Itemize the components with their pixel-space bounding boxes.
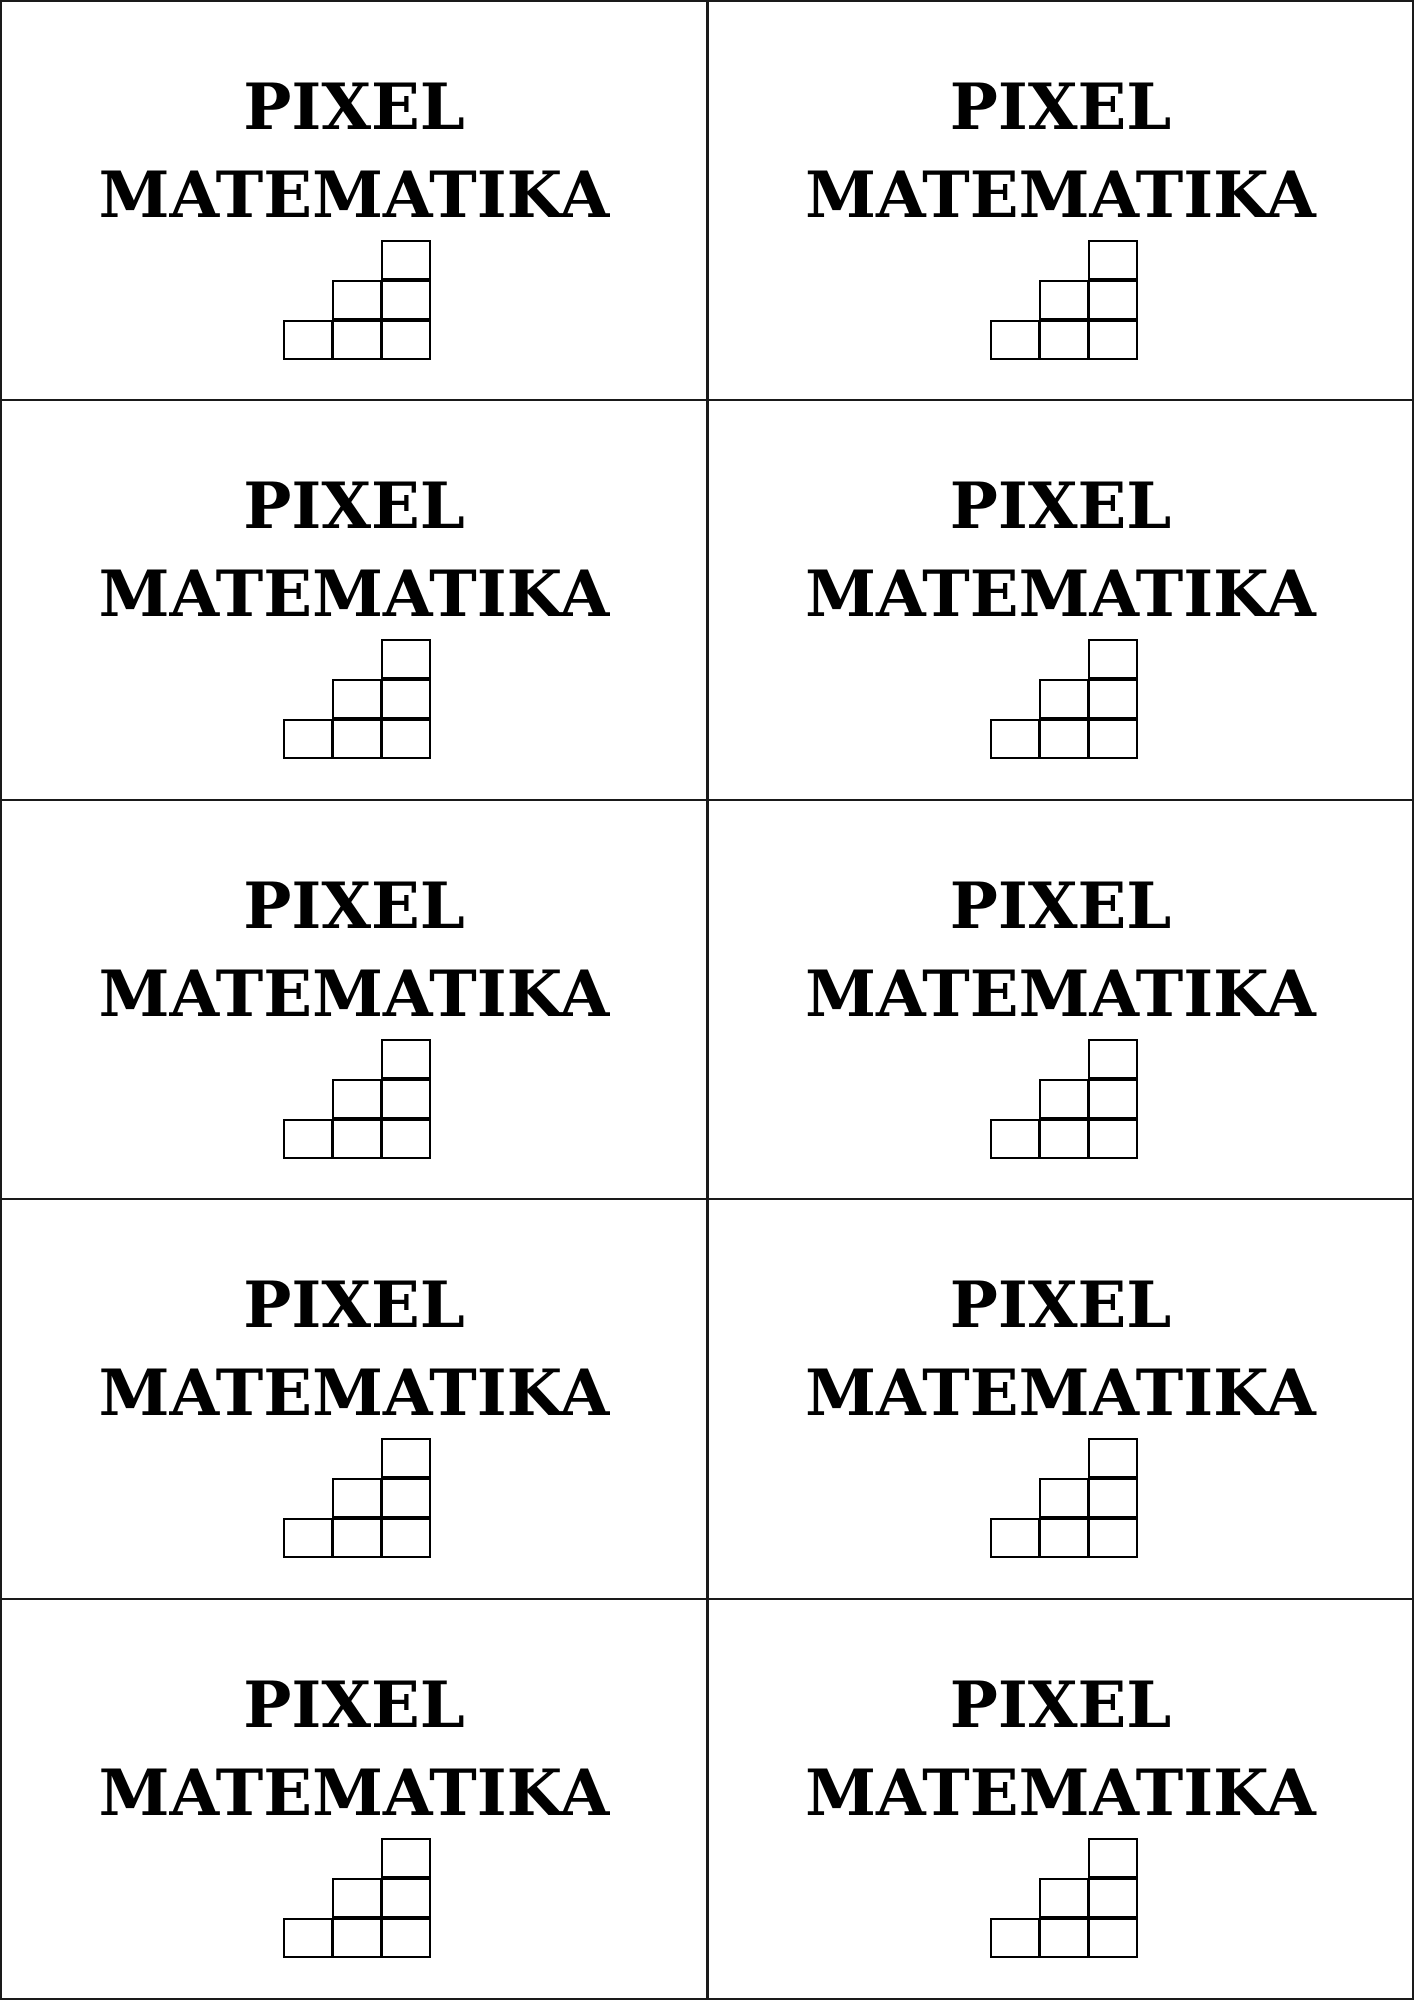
card-title-line2: MATEMATIKA (805, 1756, 1316, 1831)
card-title-line1: PIXEL (949, 1668, 1172, 1743)
logo-block (382, 1519, 430, 1557)
logo-block (333, 1479, 381, 1517)
logo-block (284, 1519, 332, 1557)
logo-block (333, 1120, 381, 1158)
logo-block (1040, 321, 1088, 359)
card-title (709, 463, 1412, 639)
card-title-line2: MATEMATIKA (805, 1356, 1316, 1431)
card-title (2, 64, 706, 240)
logo-block (382, 1919, 430, 1957)
logo-block (382, 1040, 430, 1078)
logo-block (382, 281, 430, 319)
card-title (2, 1262, 706, 1438)
logo-block (333, 1519, 381, 1557)
logo-block (1040, 1479, 1088, 1517)
card-title-line2: MATEMATIKA (98, 158, 610, 233)
logo-block (284, 321, 332, 359)
logo-block (382, 1879, 430, 1917)
logo-block (1089, 281, 1137, 319)
card-title-line1: PIXEL (243, 70, 465, 145)
card-title (709, 863, 1412, 1039)
name-card (707, 0, 1414, 402)
card-title-line2: MATEMATIKA (805, 158, 1316, 233)
logo-block (1040, 720, 1088, 758)
logo-block (1089, 720, 1137, 758)
logo-block (333, 1879, 381, 1917)
logo-block (1089, 1040, 1137, 1078)
card-title-line1: PIXEL (243, 869, 465, 944)
card-title-line2: MATEMATIKA (805, 957, 1316, 1032)
logo-block (991, 1519, 1039, 1557)
name-card (0, 799, 708, 1201)
card-title-line2: MATEMATIKA (98, 557, 610, 632)
card-title-line2: MATEMATIKA (98, 957, 610, 1032)
name-card (0, 399, 708, 801)
staircase-blocks-logo-icon (990, 1039, 1138, 1159)
card-title (709, 64, 1412, 240)
logo-block (382, 680, 430, 718)
logo-block (991, 720, 1039, 758)
logo-block (1089, 1519, 1137, 1557)
name-card (707, 1198, 1414, 1600)
logo-block (382, 720, 430, 758)
logo-block (1089, 640, 1137, 678)
card-title-line2: MATEMATIKA (98, 1756, 610, 1831)
card-title-line1: PIXEL (949, 1268, 1172, 1343)
name-card (0, 1598, 708, 2000)
logo-block (1089, 1839, 1137, 1877)
card-title (2, 863, 706, 1039)
logo-block (991, 1120, 1039, 1158)
card-title-line2: MATEMATIKA (805, 557, 1316, 632)
logo-block (1089, 1080, 1137, 1118)
card-title (2, 1662, 706, 1838)
staircase-blocks-logo-icon (283, 639, 431, 759)
card-title (2, 463, 706, 639)
card-title-line2: MATEMATIKA (98, 1356, 610, 1431)
name-card (0, 0, 708, 402)
logo-block (1089, 1919, 1137, 1957)
card-title-line1: PIXEL (243, 1668, 465, 1743)
card-title-line1: PIXEL (949, 869, 1172, 944)
logo-block (333, 680, 381, 718)
logo-block (382, 1120, 430, 1158)
logo-block (1089, 241, 1137, 279)
staircase-blocks-logo-icon (990, 240, 1138, 360)
name-card (707, 799, 1414, 1201)
logo-block (1089, 1879, 1137, 1917)
logo-block (382, 1439, 430, 1477)
card-title-line1: PIXEL (949, 469, 1172, 544)
name-card (707, 399, 1414, 801)
logo-block (1040, 1120, 1088, 1158)
card-title (709, 1262, 1412, 1438)
logo-block (382, 1080, 430, 1118)
logo-block (333, 281, 381, 319)
logo-block (991, 1919, 1039, 1957)
name-card (0, 1198, 708, 1600)
staircase-blocks-logo-icon (283, 1039, 431, 1159)
logo-block (333, 321, 381, 359)
card-title-line1: PIXEL (243, 1268, 465, 1343)
logo-block (382, 640, 430, 678)
logo-block (1040, 1919, 1088, 1957)
logo-block (1089, 680, 1137, 718)
logo-block (382, 1479, 430, 1517)
logo-block (1040, 680, 1088, 718)
logo-block (1040, 281, 1088, 319)
name-card (707, 1598, 1414, 2000)
logo-block (1089, 321, 1137, 359)
logo-block (382, 1839, 430, 1877)
logo-block (1040, 1519, 1088, 1557)
logo-block (284, 720, 332, 758)
staircase-blocks-logo-icon (990, 639, 1138, 759)
staircase-blocks-logo-icon (990, 1838, 1138, 1958)
logo-block (284, 1120, 332, 1158)
logo-block (1040, 1879, 1088, 1917)
staircase-blocks-logo-icon (283, 1438, 431, 1558)
card-title-line1: PIXEL (243, 469, 465, 544)
logo-block (1040, 1080, 1088, 1118)
logo-block (333, 1080, 381, 1118)
logo-block (333, 1919, 381, 1957)
card-title (709, 1662, 1412, 1838)
logo-block (1089, 1120, 1137, 1158)
logo-block (382, 241, 430, 279)
logo-block (1089, 1479, 1137, 1517)
logo-block (991, 321, 1039, 359)
staircase-blocks-logo-icon (990, 1438, 1138, 1558)
staircase-blocks-logo-icon (283, 1838, 431, 1958)
logo-block (284, 1919, 332, 1957)
card-title-line1: PIXEL (949, 70, 1172, 145)
staircase-blocks-logo-icon (283, 240, 431, 360)
logo-block (382, 321, 430, 359)
logo-block (1089, 1439, 1137, 1477)
logo-block (333, 720, 381, 758)
